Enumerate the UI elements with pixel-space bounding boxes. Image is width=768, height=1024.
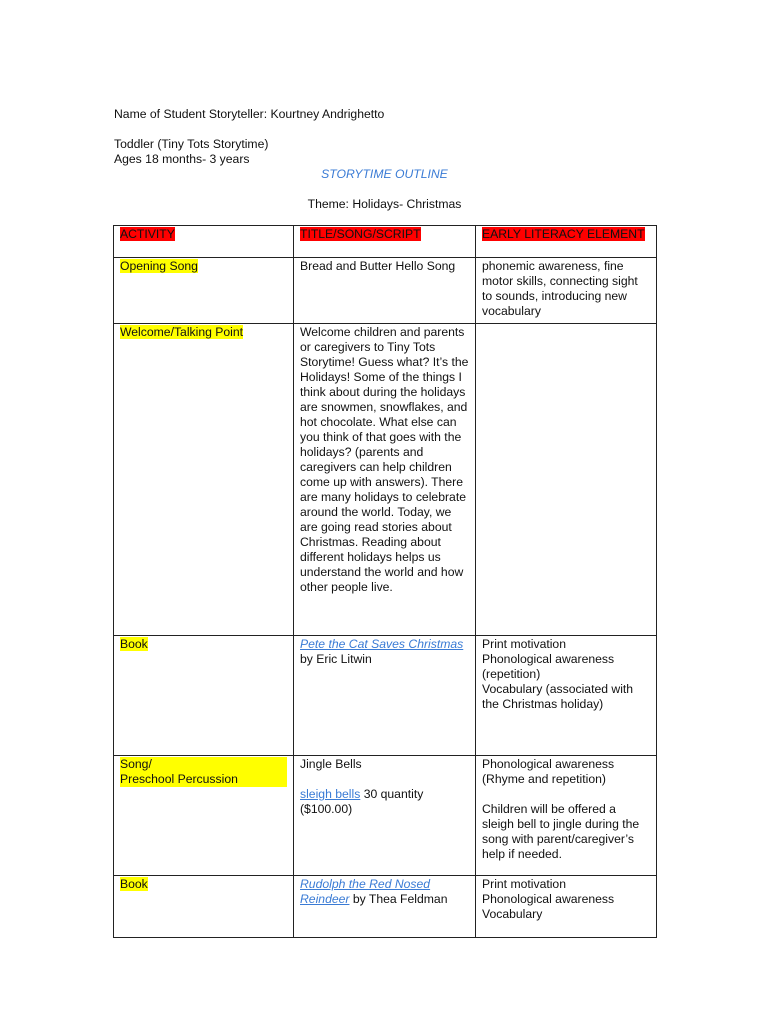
title-cell	[294, 876, 476, 938]
book-author: by Thea Feldman	[352, 892, 448, 906]
header-title: TITLE/SONG/SCRIPT	[294, 226, 476, 258]
title-cell: Welcome children and parents or caregivers to Tiny Tots Storytime! Guess what? It’s the Holidays! Some of the things I think about during the holidays are snowmen, snowflakes, and hot chocolate. What else can you think of that goes with the holidays? (parents and caregivers can help children come up with answers). There are many holidays to celebrate around the world. Today, we are going read stories about Christmas. Reading about different holidays helps us understand the world and how other people live.	[294, 324, 476, 636]
literacy-cell: Print motivation Phonological awareness Vocabulary	[476, 876, 657, 938]
program-name: Toddler (Tiny Tots Storytime)	[114, 137, 269, 151]
header-literacy: EARLY LITERACY ELEMENT	[476, 226, 657, 258]
activity-cell: Opening Song	[114, 258, 294, 324]
storytime-outline-table	[113, 225, 657, 938]
literacy-cell	[476, 324, 657, 636]
quantity-price: 30 quantity ($100.00)	[300, 787, 424, 816]
header-activity: ACTIVITY	[114, 226, 294, 258]
song-title: Jingle Bells	[300, 757, 362, 771]
activity-cell: Welcome/Talking Point	[114, 324, 294, 636]
age-range: Ages 18 months- 3 years	[114, 152, 250, 166]
table-row	[114, 324, 657, 636]
theme-line: Theme: Holidays- Christmas	[307, 197, 462, 211]
book-author: by Eric Litwin	[300, 652, 372, 666]
book-title-link[interactable]: Pete the Cat Saves Christmas	[300, 637, 464, 651]
table-row	[114, 756, 657, 876]
table-row	[114, 258, 657, 324]
literacy-cell: Print motivation Phonological awareness (repetition) Vocabulary (associated with the Christmas holiday)	[476, 636, 657, 756]
title-cell: Bread and Butter Hello Song	[294, 258, 476, 324]
table-header-row	[114, 226, 657, 258]
literacy-cell: phonemic awareness, fine motor skills, connecting sight to sounds, introducing new vocabulary	[476, 258, 657, 324]
storyteller-name: Name of Student Storyteller: Kourtney Andrighetto	[114, 107, 385, 121]
table-row	[114, 876, 657, 938]
outline-title: STORYTIME OUTLINE	[321, 167, 448, 181]
sleigh-bells-link[interactable]: sleigh bells	[300, 787, 361, 801]
title-cell	[294, 636, 476, 756]
book-title-link[interactable]: Rudolph the Red Nosed Reindeer	[300, 877, 431, 906]
title-cell	[294, 756, 476, 876]
table-row	[114, 636, 657, 756]
activity-cell: Song/ Preschool Percussion	[114, 756, 294, 876]
literacy-cell: Phonological awareness (Rhyme and repetition) Children will be offered a sleigh bell to jingle during the song with parent/caregiver’s help if needed.	[476, 756, 657, 876]
activity-cell: Book	[114, 876, 294, 938]
activity-cell: Book	[114, 636, 294, 756]
